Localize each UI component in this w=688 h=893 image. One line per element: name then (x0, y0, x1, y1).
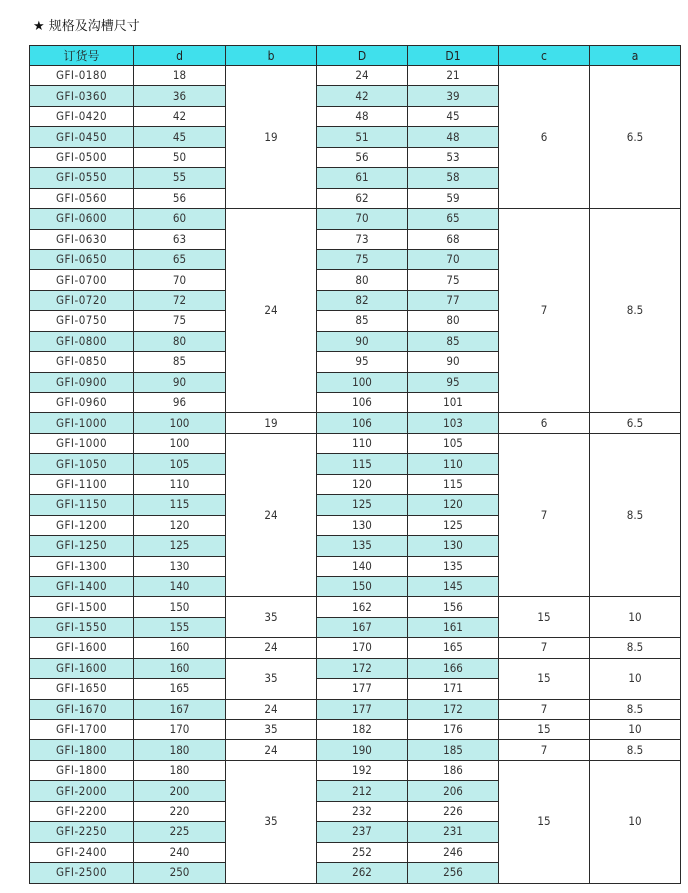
order-number-cell: GFI-1700 (30, 720, 134, 740)
order-number-cell: GFI-2500 (30, 863, 134, 883)
D1-cell: 130 (408, 536, 499, 556)
order-number-cell: GFI-0450 (30, 127, 134, 147)
order-number-cell: GFI-1200 (30, 515, 134, 535)
D-cell: 120 (317, 474, 408, 494)
a-cell: 10 (590, 720, 681, 740)
D1-cell: 65 (408, 209, 499, 229)
D-cell: 177 (317, 699, 408, 719)
d-cell: 115 (134, 495, 226, 515)
D1-cell: 165 (408, 638, 499, 658)
order-number-cell: GFI-0550 (30, 168, 134, 188)
c-cell: 7 (499, 699, 590, 719)
D-cell: 262 (317, 863, 408, 883)
D1-cell: 176 (408, 720, 499, 740)
d-cell: 63 (134, 229, 226, 249)
b-cell: 35 (226, 720, 317, 740)
header-c: c (499, 46, 590, 66)
header-D: D (317, 46, 408, 66)
D-cell: 232 (317, 801, 408, 821)
D-cell: 130 (317, 515, 408, 535)
d-cell: 180 (134, 740, 226, 760)
d-cell: 200 (134, 781, 226, 801)
order-number-cell: GFI-0360 (30, 86, 134, 106)
b-cell: 19 (226, 413, 317, 433)
c-cell: 6 (499, 413, 590, 433)
D-cell: 170 (317, 638, 408, 658)
D1-cell: 110 (408, 454, 499, 474)
D1-cell: 156 (408, 597, 499, 617)
D-cell: 75 (317, 249, 408, 269)
order-number-cell: GFI-1800 (30, 760, 134, 780)
order-number-cell: GFI-1400 (30, 576, 134, 596)
c-cell: 6 (499, 66, 590, 209)
D1-cell: 166 (408, 658, 499, 678)
D-cell: 24 (317, 66, 408, 86)
order-number-cell: GFI-1000 (30, 433, 134, 453)
D1-cell: 77 (408, 290, 499, 310)
d-cell: 72 (134, 290, 226, 310)
d-cell: 100 (134, 433, 226, 453)
order-number-cell: GFI-1050 (30, 454, 134, 474)
D1-cell: 115 (408, 474, 499, 494)
table-row (30, 699, 681, 719)
D-cell: 106 (317, 393, 408, 413)
a-cell: 6.5 (590, 66, 681, 209)
order-number-cell: GFI-1300 (30, 556, 134, 576)
order-number-cell: GFI-1650 (30, 679, 134, 699)
table-row (30, 413, 681, 433)
d-cell: 250 (134, 863, 226, 883)
c-cell: 15 (499, 760, 590, 883)
D1-cell: 103 (408, 413, 499, 433)
D-cell: 110 (317, 433, 408, 453)
order-number-cell: GFI-1100 (30, 474, 134, 494)
order-number-cell: GFI-2000 (30, 781, 134, 801)
D1-cell: 120 (408, 495, 499, 515)
D-cell: 252 (317, 842, 408, 862)
D-cell: 125 (317, 495, 408, 515)
d-cell: 96 (134, 393, 226, 413)
header-order-no: 订货号 (30, 46, 134, 66)
D1-cell: 256 (408, 863, 499, 883)
order-number-cell: GFI-1000 (30, 413, 134, 433)
d-cell: 65 (134, 249, 226, 269)
d-cell: 130 (134, 556, 226, 576)
d-cell: 160 (134, 658, 226, 678)
D1-cell: 171 (408, 679, 499, 699)
d-cell: 42 (134, 106, 226, 126)
d-cell: 240 (134, 842, 226, 862)
D1-cell: 101 (408, 393, 499, 413)
order-number-cell: GFI-1670 (30, 699, 134, 719)
d-cell: 225 (134, 822, 226, 842)
D1-cell: 246 (408, 842, 499, 862)
D1-cell: 161 (408, 617, 499, 637)
D1-cell: 186 (408, 760, 499, 780)
c-cell: 7 (499, 433, 590, 597)
b-cell: 24 (226, 433, 317, 597)
D-cell: 135 (317, 536, 408, 556)
order-number-cell: GFI-0700 (30, 270, 134, 290)
order-number-cell: GFI-0650 (30, 249, 134, 269)
header-a: a (590, 46, 681, 66)
D1-cell: 58 (408, 168, 499, 188)
order-number-cell: GFI-0420 (30, 106, 134, 126)
order-number-cell: GFI-2400 (30, 842, 134, 862)
D1-cell: 21 (408, 66, 499, 86)
D-cell: 172 (317, 658, 408, 678)
D1-cell: 70 (408, 249, 499, 269)
a-cell: 10 (590, 760, 681, 883)
a-cell: 8.5 (590, 740, 681, 760)
D-cell: 100 (317, 372, 408, 392)
order-number-cell: GFI-0720 (30, 290, 134, 310)
c-cell: 15 (499, 658, 590, 699)
table-row (30, 66, 681, 86)
order-number-cell: GFI-1550 (30, 617, 134, 637)
table-row (30, 209, 681, 229)
D1-cell: 53 (408, 147, 499, 167)
order-number-cell: GFI-1600 (30, 638, 134, 658)
d-cell: 45 (134, 127, 226, 147)
d-cell: 160 (134, 638, 226, 658)
D-cell: 42 (317, 86, 408, 106)
D1-cell: 135 (408, 556, 499, 576)
d-cell: 125 (134, 536, 226, 556)
D-cell: 48 (317, 106, 408, 126)
a-cell: 6.5 (590, 413, 681, 433)
D1-cell: 95 (408, 372, 499, 392)
b-cell: 24 (226, 699, 317, 719)
D-cell: 82 (317, 290, 408, 310)
D1-cell: 125 (408, 515, 499, 535)
D-cell: 95 (317, 352, 408, 372)
a-cell: 8.5 (590, 209, 681, 413)
order-number-cell: GFI-0560 (30, 188, 134, 208)
c-cell: 7 (499, 638, 590, 658)
D-cell: 51 (317, 127, 408, 147)
header-D1: D1 (408, 46, 499, 66)
table-row (30, 740, 681, 760)
a-cell: 10 (590, 658, 681, 699)
order-number-cell: GFI-1500 (30, 597, 134, 617)
D-cell: 237 (317, 822, 408, 842)
order-number-cell: GFI-2200 (30, 801, 134, 821)
D-cell: 80 (317, 270, 408, 290)
d-cell: 105 (134, 454, 226, 474)
d-cell: 120 (134, 515, 226, 535)
D-cell: 190 (317, 740, 408, 760)
D-cell: 56 (317, 147, 408, 167)
spec-table (29, 45, 681, 884)
b-cell: 19 (226, 66, 317, 209)
order-number-cell: GFI-0800 (30, 331, 134, 351)
d-cell: 90 (134, 372, 226, 392)
header-b: b (226, 46, 317, 66)
c-cell: 7 (499, 209, 590, 413)
d-cell: 167 (134, 699, 226, 719)
d-cell: 55 (134, 168, 226, 188)
D-cell: 212 (317, 781, 408, 801)
D-cell: 115 (317, 454, 408, 474)
order-number-cell: GFI-0180 (30, 66, 134, 86)
d-cell: 170 (134, 720, 226, 740)
order-number-cell: GFI-0630 (30, 229, 134, 249)
D-cell: 61 (317, 168, 408, 188)
d-cell: 150 (134, 597, 226, 617)
order-number-cell: GFI-2250 (30, 822, 134, 842)
d-cell: 50 (134, 147, 226, 167)
d-cell: 180 (134, 760, 226, 780)
d-cell: 110 (134, 474, 226, 494)
section-title: ★ 规格及沟槽尺寸 (33, 19, 140, 34)
d-cell: 60 (134, 209, 226, 229)
table-row (30, 760, 681, 780)
D-cell: 62 (317, 188, 408, 208)
order-number-cell: GFI-0960 (30, 393, 134, 413)
header-row (30, 46, 681, 66)
order-number-cell: GFI-0500 (30, 147, 134, 167)
d-cell: 155 (134, 617, 226, 637)
D1-cell: 45 (408, 106, 499, 126)
order-number-cell: GFI-1250 (30, 536, 134, 556)
b-cell: 24 (226, 209, 317, 413)
table-body (30, 66, 681, 884)
c-cell: 7 (499, 740, 590, 760)
d-cell: 56 (134, 188, 226, 208)
D-cell: 162 (317, 597, 408, 617)
D-cell: 192 (317, 760, 408, 780)
d-cell: 220 (134, 801, 226, 821)
D1-cell: 172 (408, 699, 499, 719)
order-number-cell: GFI-0900 (30, 372, 134, 392)
D-cell: 167 (317, 617, 408, 637)
D1-cell: 39 (408, 86, 499, 106)
D-cell: 150 (317, 576, 408, 596)
c-cell: 15 (499, 720, 590, 740)
a-cell: 10 (590, 597, 681, 638)
d-cell: 18 (134, 66, 226, 86)
d-cell: 85 (134, 352, 226, 372)
D1-cell: 48 (408, 127, 499, 147)
D1-cell: 68 (408, 229, 499, 249)
D-cell: 182 (317, 720, 408, 740)
D1-cell: 85 (408, 331, 499, 351)
D-cell: 106 (317, 413, 408, 433)
table-row (30, 658, 681, 678)
d-cell: 36 (134, 86, 226, 106)
a-cell: 8.5 (590, 433, 681, 597)
order-number-cell: GFI-1600 (30, 658, 134, 678)
d-cell: 80 (134, 331, 226, 351)
D1-cell: 80 (408, 311, 499, 331)
order-number-cell: GFI-1800 (30, 740, 134, 760)
D1-cell: 145 (408, 576, 499, 596)
D-cell: 140 (317, 556, 408, 576)
D1-cell: 206 (408, 781, 499, 801)
d-cell: 100 (134, 413, 226, 433)
D1-cell: 75 (408, 270, 499, 290)
D1-cell: 59 (408, 188, 499, 208)
D1-cell: 231 (408, 822, 499, 842)
D1-cell: 185 (408, 740, 499, 760)
table-row (30, 638, 681, 658)
d-cell: 70 (134, 270, 226, 290)
b-cell: 35 (226, 760, 317, 883)
D-cell: 90 (317, 331, 408, 351)
D1-cell: 226 (408, 801, 499, 821)
order-number-cell: GFI-0600 (30, 209, 134, 229)
b-cell: 35 (226, 658, 317, 699)
order-number-cell: GFI-0850 (30, 352, 134, 372)
header-d: d (134, 46, 226, 66)
table-row (30, 720, 681, 740)
d-cell: 140 (134, 576, 226, 596)
a-cell: 8.5 (590, 699, 681, 719)
c-cell: 15 (499, 597, 590, 638)
b-cell: 24 (226, 638, 317, 658)
order-number-cell: GFI-1150 (30, 495, 134, 515)
b-cell: 35 (226, 597, 317, 638)
D1-cell: 90 (408, 352, 499, 372)
d-cell: 75 (134, 311, 226, 331)
D-cell: 85 (317, 311, 408, 331)
table-row (30, 433, 681, 453)
d-cell: 165 (134, 679, 226, 699)
a-cell: 8.5 (590, 638, 681, 658)
D-cell: 73 (317, 229, 408, 249)
D1-cell: 105 (408, 433, 499, 453)
D-cell: 177 (317, 679, 408, 699)
order-number-cell: GFI-0750 (30, 311, 134, 331)
D-cell: 70 (317, 209, 408, 229)
b-cell: 24 (226, 740, 317, 760)
table-row (30, 597, 681, 617)
